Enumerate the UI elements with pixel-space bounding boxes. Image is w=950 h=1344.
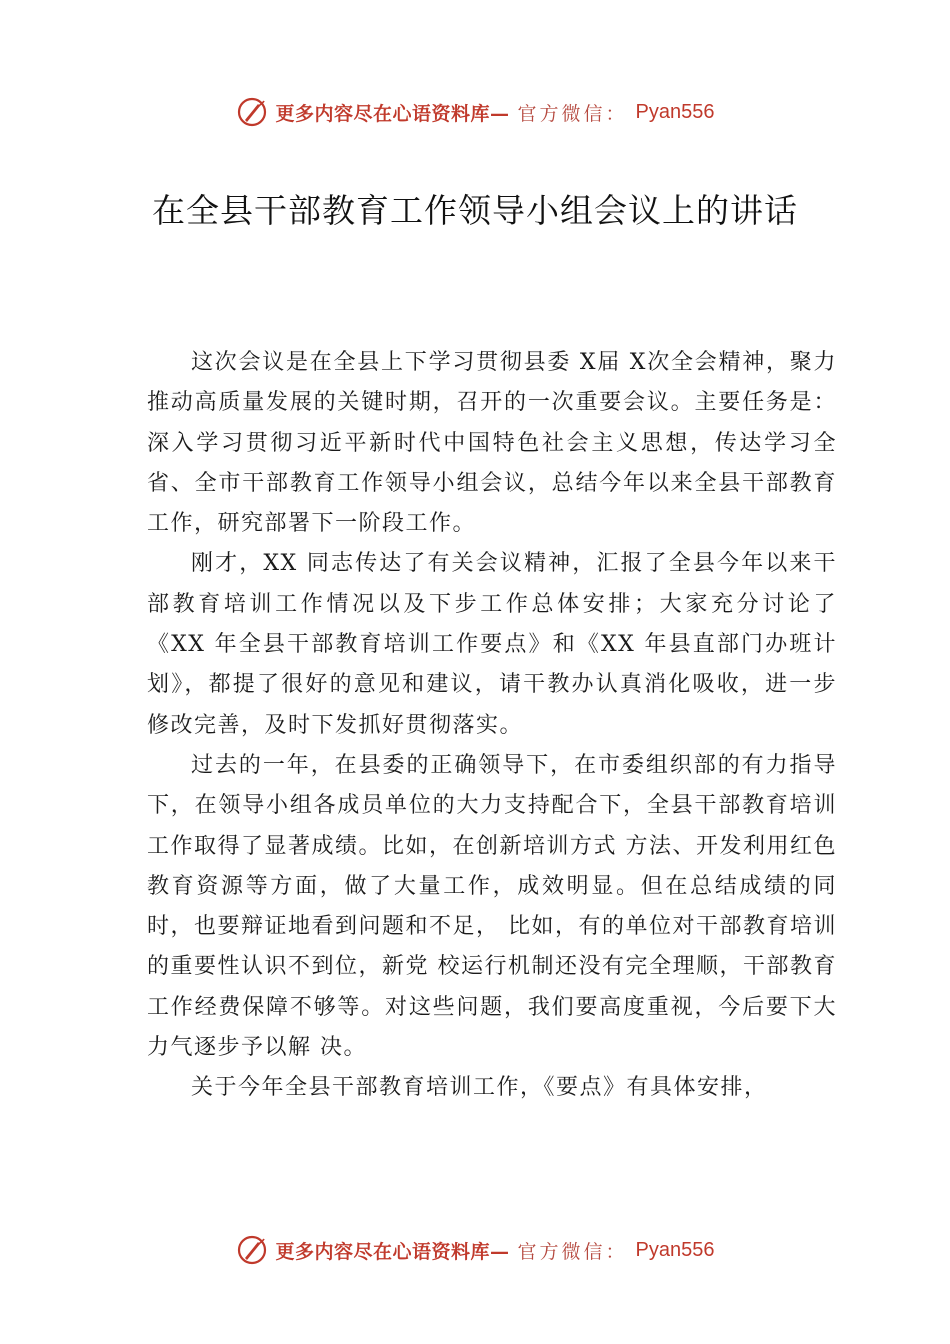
footer-banner (0, 1234, 950, 1266)
document-body (147, 343, 837, 1109)
document-title: 在全县干部教育工作领导小组会议上的讲话 (152, 191, 798, 230)
banner-wechat-label: 官方微信： (517, 102, 628, 125)
banner-text: 更多内容尽在心语资料库— (275, 102, 510, 125)
paragraph: 过去的一年，在县委的正确领导下，在市委组织部的有力指导下，在领导小组各成员单位的大力支持配合下，全县干部教育培训工作取得了显著成绩。比如，在创新培训方式 方法、开发利用红色教育资源等方面，做了大量工作，成效明显。但在总结成绩的同时，也要辩证地看到问题和不足， 比如，有的单位对干部教育培训的重要性认识不到位，新党 校运行机制还没有完全理顺，干部教育工作经费保障不够等。对这些问题，我们要高度重视，今后要下大力气逐步予以解 决。 (147, 752, 837, 1061)
banner-wechat-label: 官方微信： (517, 1240, 628, 1263)
header-banner (0, 96, 950, 128)
paragraph: 这次会议是在全县上下学习贯彻县委 X届 X次全会精神，聚力推动高质量发展的关键时期，召开的一次重要会议。主要任务是：深入学习贯彻习近平新时代中国特色社会主义思想，传达学习全省、全市干部教育工作领导小组会议，总结今年以来全县干部教育工作，研究部署下一阶段工作。 (147, 350, 837, 537)
paragraph: 关于今年全县干部教育培训工作，《要点》有具体安排， (191, 1075, 768, 1101)
quill-logo-icon (236, 96, 268, 128)
quill-logo-icon (236, 1234, 268, 1266)
banner-wechat-id: Pyan556 (635, 100, 715, 123)
banner-text: 更多内容尽在心语资料库— (275, 1240, 510, 1263)
paragraph: 刚才，XX 同志传达了有关会议精神，汇报了全县今年以来干部教育培训工作情况以及下步工作总体安排；大家充分讨论了《XX 年全县干部教育培训工作要点》和《XX 年县直部门办班计划》，都提了很好的意见和建议，请干教办认真消化吸收，进一步修改完善，及时下发抓好贯彻落实。 (147, 551, 837, 738)
banner-wechat-id: Pyan556 (635, 1238, 715, 1261)
